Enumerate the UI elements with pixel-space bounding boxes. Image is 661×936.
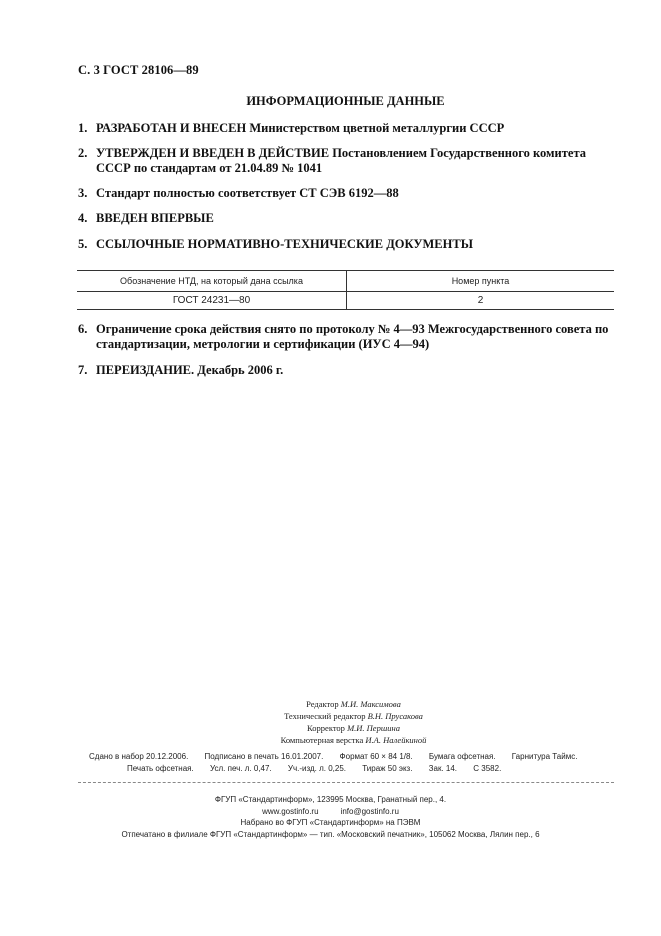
separator-rule [78,782,614,783]
imprint-field: Зак. 14. [428,764,458,773]
item-number: 2. [78,146,88,160]
item-body [78,322,618,352]
info-item-3 [78,186,618,201]
item-body [78,363,618,378]
credit-name: М.И. Максимова [340,699,401,709]
imprint-field: Бумага офсетная. [428,752,496,761]
credit-role: Редактор [306,699,339,709]
item-text: Стандарт полностью соответствует СТ СЭВ 6192—88 [96,186,399,200]
page-header: С. 3 ГОСТ 28106—89 [78,63,199,77]
item-number: 4. [78,211,88,225]
item-lead: РАЗРАБОТАН И ВНЕСЕН [96,121,247,135]
publisher-site-link[interactable]: www.gostinfo.ru [262,806,319,816]
column-header: Номер пункта [451,276,510,286]
printed-note: Отпечатано в филиале ФГУП «Стандартинформ» — тип. «Московский печатник», 105062 Москва, Лялин пер., 6 [121,829,540,839]
table-header-row [77,271,614,292]
table-row [77,292,614,310]
imprint-field: Сдано в набор 20.12.2006. [89,752,189,761]
item-text: Ограничение срока действия снято по протоколу № 4—93 Межгосударственного совета по стандартизации, метрологии и сертификации (ИУС 4—94) [96,322,609,351]
imprint-field: Усл. печ. л. 0,47. [209,764,272,773]
item-lead: УТВЕРЖДЕН И ВВЕДЕН В ДЕЙСТВИЕ [96,146,330,160]
item-number: 1. [78,121,88,135]
credit-role: Компьютерная верстка [280,735,364,745]
imprint-field: Тираж 50 экз. [362,764,413,773]
item-body [78,121,618,136]
item-lead: ССЫЛОЧНЫЕ НОРМАТИВНО-ТЕХНИЧЕСКИЕ ДОКУМЕНТЫ [96,237,473,251]
credit-name: В.Н. Прусакова [367,711,423,721]
item-lead: ВВЕДЕН ВПЕРВЫЕ [96,211,214,225]
item-body [78,237,618,252]
item-body [78,211,618,226]
credit-name: И.А. Налейкиной [365,735,427,745]
publisher-email-link[interactable]: info@gostinfo.ru [340,806,399,816]
section-title: ИНФОРМАЦИОННЫЕ ДАННЫЕ [246,94,445,108]
credit-name: М.И. Першина [347,723,400,733]
imprint-field: С 3582. [473,764,502,773]
reference-table [77,270,614,310]
imprint-field: Уч.-изд. л. 0,25. [287,764,347,773]
publisher-info [0,794,661,840]
item-body [78,186,618,201]
info-item-1 [78,121,618,136]
table-cell: ГОСТ 24231—80 [77,292,347,310]
item-text: Декабрь 2006 г. [197,363,284,377]
item-body [78,146,618,176]
item-lead: ПЕРЕИЗДАНИЕ. [96,363,195,377]
item-number: 5. [78,237,88,251]
imprint-row [127,763,501,774]
credit-line [0,734,661,746]
item-text: Постановлением Государственного комитета СССР по стандартам от 21.04.89 № 1041 [96,146,586,175]
imprint-row [89,751,577,762]
credit-role: Корректор [307,723,345,733]
publisher-contacts [0,806,661,818]
item-text: Министерством цветной металлургии СССР [249,121,505,135]
credit-line [0,722,661,734]
info-item-2 [78,146,618,176]
editorial-credits [0,698,661,746]
imprint-field: Гарнитура Таймс. [511,752,578,761]
imprint-field: Подписано в печать 16.01.2007. [204,752,324,761]
imprint-field: Печать офсетная. [127,764,194,773]
item-number: 7. [78,363,88,377]
typeset-note: Набрано во ФГУП «Стандартинформ» на ПЭВМ [240,818,421,827]
credit-line [0,698,661,710]
table-cell: 2 [477,295,484,306]
credit-role: Технический редактор [284,711,366,721]
column-header: Обозначение НТД, на который дана ссылка [77,271,347,292]
item-number: 6. [78,322,88,336]
item-number: 3. [78,186,88,200]
publisher-address: ФГУП «Стандартинформ», 123995 Москва, Гранатный пер., 4. [214,795,447,804]
credit-line [0,710,661,722]
info-item-6 [78,322,618,352]
info-item-5 [78,237,618,252]
info-item-4 [78,211,618,226]
imprint-field: Формат 60 × 84 1/8. [339,752,413,761]
info-item-7 [78,363,618,378]
